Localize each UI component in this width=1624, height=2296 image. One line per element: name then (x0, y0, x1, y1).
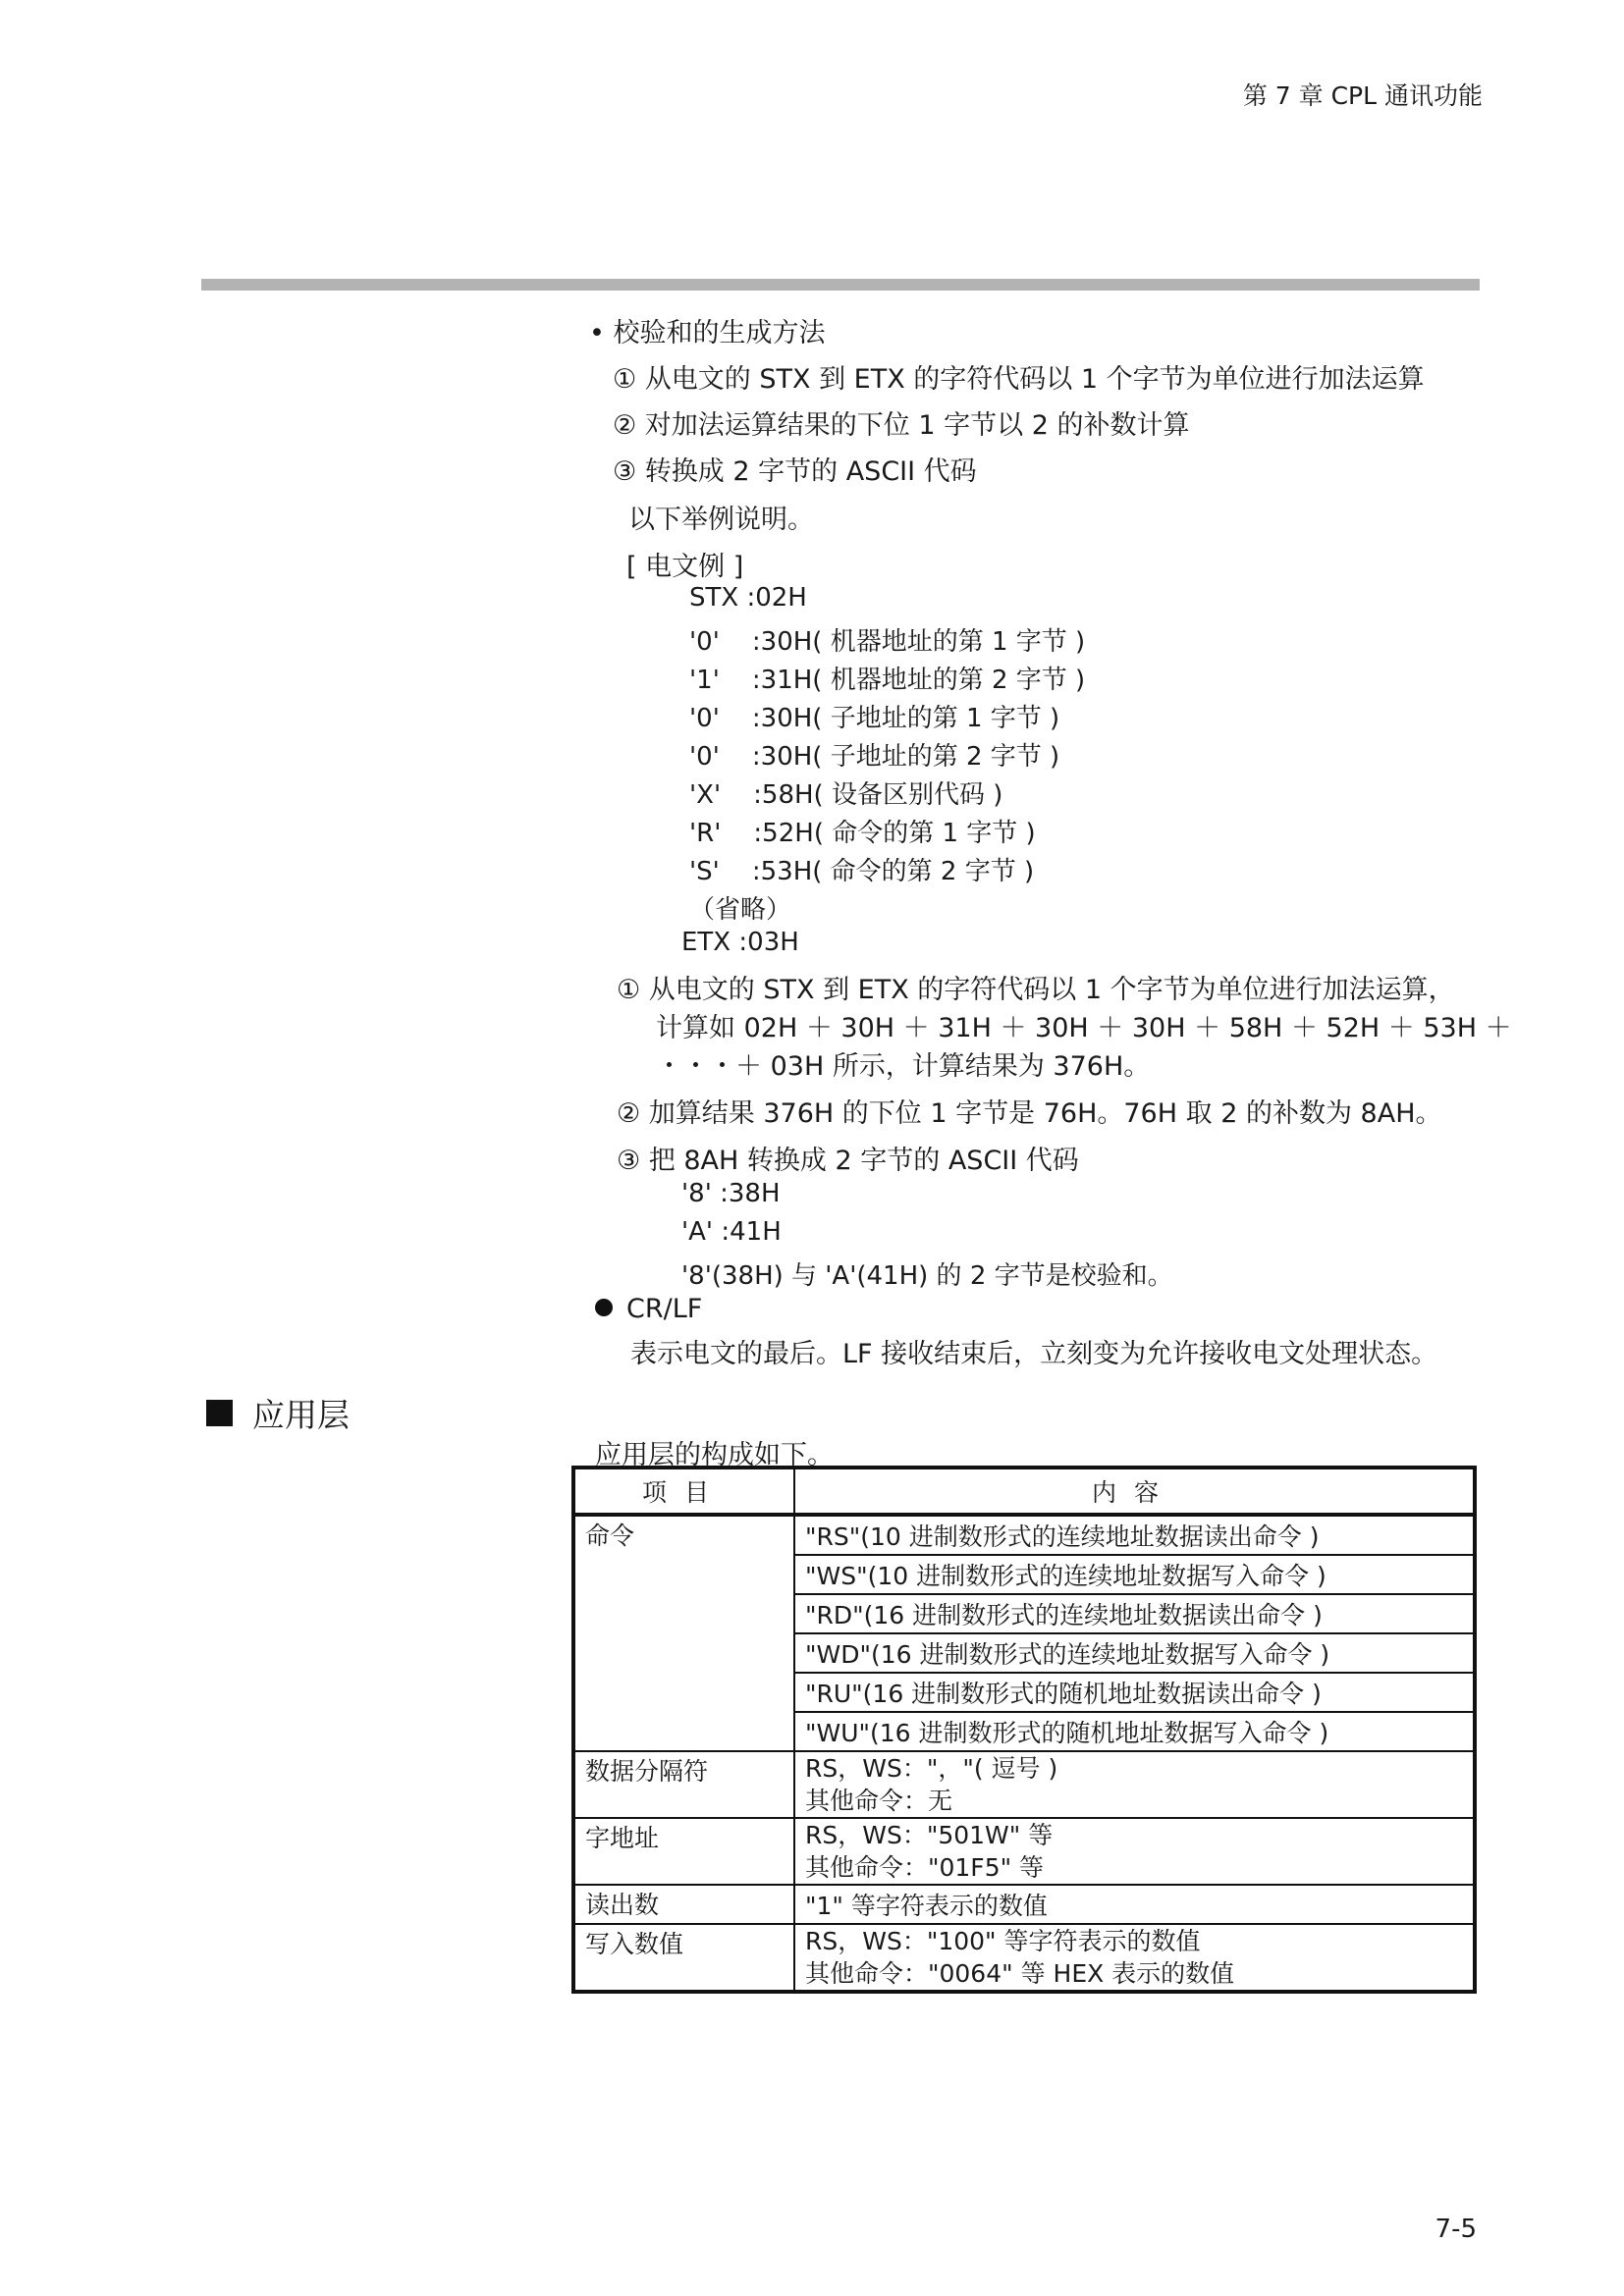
checksum-heading: • 校验和的生成方法 (589, 318, 826, 348)
table-content-line: RS，WS："501W" 等 (805, 1821, 1054, 1849)
table-item-cell: 命令 (573, 1515, 794, 1751)
crlf-title: CR/LF (626, 1294, 703, 1324)
table-content-cell: "WU"(16 进制数形式的随机地址数据写入命令 ) (794, 1712, 1475, 1751)
table-content-line: RS，WS："100" 等字符表示的数值 (805, 1927, 1201, 1955)
table-item-cell: 数据分隔符 (573, 1751, 794, 1818)
ascii-line: 'A' :41H (681, 1217, 782, 1247)
table-header-row (573, 1468, 1475, 1515)
table-item-cell: 读出数 (573, 1885, 794, 1924)
table-content-line: 其他命令："01F5" 等 (805, 1853, 1045, 1882)
crlf-text: 表示电文的最后。LF 接收结束后，立刻变为允许接收电文处理状态。 (630, 1339, 1438, 1369)
table-content-cell: "RS"(10 进制数形式的连续地址数据读出命令 ) (794, 1515, 1475, 1555)
table-content-line: 其他命令：无 (805, 1787, 953, 1815)
chapter-header: 第 7 章 CPL 通讯功能 (1242, 81, 1483, 110)
table-intro: 应用层的构成如下。 (595, 1440, 834, 1470)
ascii-line: '8' :38H (681, 1179, 781, 1208)
example-line: '0' :30H( 子地址的第 2 字节 ) (689, 742, 1060, 772)
table-content-cell (794, 1751, 1475, 1818)
example-label: [ 电文例 ] (626, 552, 744, 582)
calc-line: 计算如 02H ＋ 30H ＋ 31H ＋ 30H ＋ 30H ＋ 58H ＋ 52H ＋ 53H ＋ (656, 1013, 1512, 1043)
table-row (573, 1751, 1475, 1818)
application-layer-table (571, 1466, 1477, 1994)
calc-line: ① 从电文的 STX 到 ETX 的字符代码以 1 个字节为单位进行加法运算， (617, 975, 1455, 1005)
table-row (573, 1818, 1475, 1885)
table-content-line: 其他命令："0064" 等 HEX 表示的数值 (805, 1959, 1235, 1988)
table-content-cell: "1" 等字符表示的数值 (794, 1885, 1475, 1924)
calc-line: ② 加算结果 376H 的下位 1 字节是 76H。76H 取 2 的补数为 8AH。 (617, 1098, 1442, 1129)
section-title-text: 应用层 (252, 1396, 350, 1434)
checksum-step: ① 从电文的 STX 到 ETX 的字符代码以 1 个字节为单位进行加法运算 (613, 364, 1425, 395)
checksum-step: ③ 转换成 2 字节的 ASCII 代码 (613, 456, 977, 487)
table-content-cell (794, 1924, 1475, 1992)
example-line: 'X' :58H( 设备区别代码 ) (689, 780, 1003, 810)
square-bullet-icon (206, 1400, 233, 1426)
calc-line: ・・・＋ 03H 所示，计算结果为 376H。 (656, 1051, 1151, 1082)
table-content-cell: "RU"(16 进制数形式的随机地址数据读出命令 ) (794, 1673, 1475, 1712)
table-header-cell: 内容 (794, 1468, 1475, 1515)
section-title (206, 1390, 350, 1436)
header-rule (201, 279, 1480, 291)
calc-line: ③ 把 8AH 转换成 2 字节的 ASCII 代码 (617, 1146, 1079, 1176)
example-line: '0' :30H( 机器地址的第 1 字节 ) (689, 627, 1086, 657)
example-line: '0' :30H( 子地址的第 1 字节 ) (689, 704, 1060, 733)
table-header-cell: 项目 (573, 1468, 794, 1515)
crlf-item (595, 1294, 702, 1324)
table-item-cell: 写入数值 (573, 1924, 794, 1992)
bullet-dot-icon (595, 1299, 613, 1316)
example-line: ETX :03H (681, 928, 799, 957)
example-line: STX :02H (689, 583, 807, 613)
table-content-cell: "RD"(16 进制数形式的连续地址数据读出命令 ) (794, 1594, 1475, 1633)
table-row (573, 1924, 1475, 1992)
table-content-line: RS，WS："，"( 逗号 ) (805, 1754, 1058, 1783)
example-intro: 以下举例说明。 (628, 505, 814, 535)
example-line: '1' :31H( 机器地址的第 2 字节 ) (689, 666, 1086, 695)
checksum-step: ② 对加法运算结果的下位 1 字节以 2 的补数计算 (613, 410, 1190, 441)
table-content-cell (794, 1818, 1475, 1885)
table-content-cell: "WD"(16 进制数形式的连续地址数据写入命令 ) (794, 1633, 1475, 1673)
table-content-cell: "WS"(10 进制数形式的连续地址数据写入命令 ) (794, 1555, 1475, 1594)
example-line: 'R' :52H( 命令的第 1 字节 ) (689, 819, 1036, 848)
table-row (573, 1515, 1475, 1555)
page-number: 7-5 (1435, 2215, 1477, 2244)
ascii-line: '8'(38H) 与 'A'(41H) 的 2 字节是校验和。 (681, 1261, 1173, 1291)
table-item-cell: 字地址 (573, 1818, 794, 1885)
example-line: （省略） (689, 895, 792, 925)
example-line: 'S' :53H( 命令的第 2 字节 ) (689, 857, 1035, 886)
table-row (573, 1885, 1475, 1924)
